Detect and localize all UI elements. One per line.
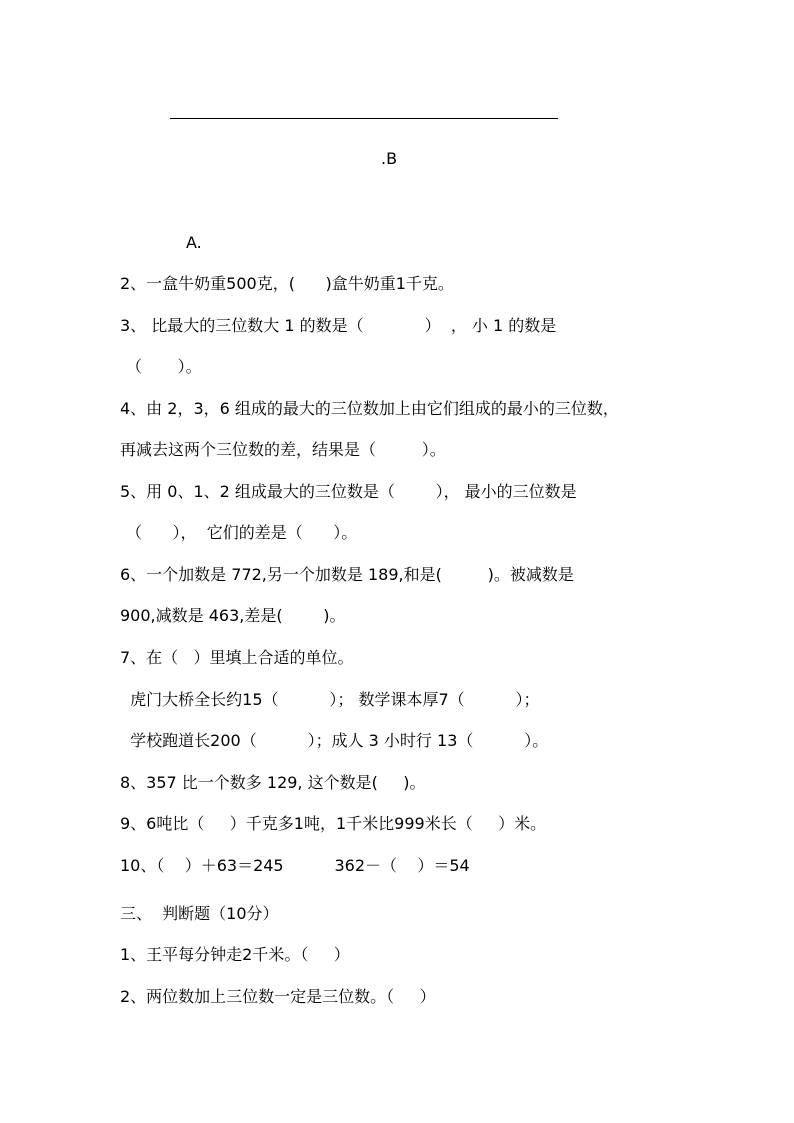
question-2: 2、一盒牛奶重500克，( )盒牛奶重1千克。 xyxy=(120,274,454,293)
question-7: 7、在（ ）里填上合适的单位。 xyxy=(120,648,354,667)
question-6: 6、一个加数是 772,另一个加数是 189,和是( )。被减数是 xyxy=(120,565,574,584)
question-9: 9、6吨比（ ）千克多1吨，1千米比999米长（ ）米。 xyxy=(120,814,547,833)
judgment-item-2: 2、两位数加上三位数一定是三位数。（ ） xyxy=(120,987,436,1006)
question-3: 3、 比最大的三位数大 1 的数是（ ） ， 小 1 的数是 xyxy=(120,316,557,335)
question-3-cont: （ ）。 xyxy=(126,357,202,376)
question-4-cont: 再减去这两个三位数的差，结果是（ ）。 xyxy=(120,440,446,459)
question-10: 10、（ ）＋63＝245 362－（ ）＝54 xyxy=(120,856,470,875)
judgment-item-1: 1、王平每分钟走2千米。（ ） xyxy=(120,945,350,964)
header-mark-b: .B xyxy=(381,149,398,168)
header-mark-a: A. xyxy=(186,233,202,252)
section-3-title: 三、 判断题（10分） xyxy=(120,904,279,923)
question-6-cont: 900,减数是 463,差是( )。 xyxy=(120,606,346,625)
question-7-row-2: 学校跑道长200（ ）；成人 3 小时行 13（ ）。 xyxy=(120,731,549,750)
question-5-cont: （ ）， 它们的差是（ ）。 xyxy=(126,523,358,542)
question-5: 5、用 0、1、2 组成最大的三位数是（ ）， 最小的三位数是 xyxy=(120,482,577,501)
header-rule xyxy=(170,118,558,119)
question-4: 4、由 2，3，6 组成的最大的三位数加上由它们组成的最小的三位数， xyxy=(120,399,619,418)
question-7-row-1: 虎门大桥全长约15（ ）； 数学课本厚7（ ）； xyxy=(120,690,540,709)
question-8: 8、357 比一个数多 129, 这个数是( )。 xyxy=(120,773,426,792)
